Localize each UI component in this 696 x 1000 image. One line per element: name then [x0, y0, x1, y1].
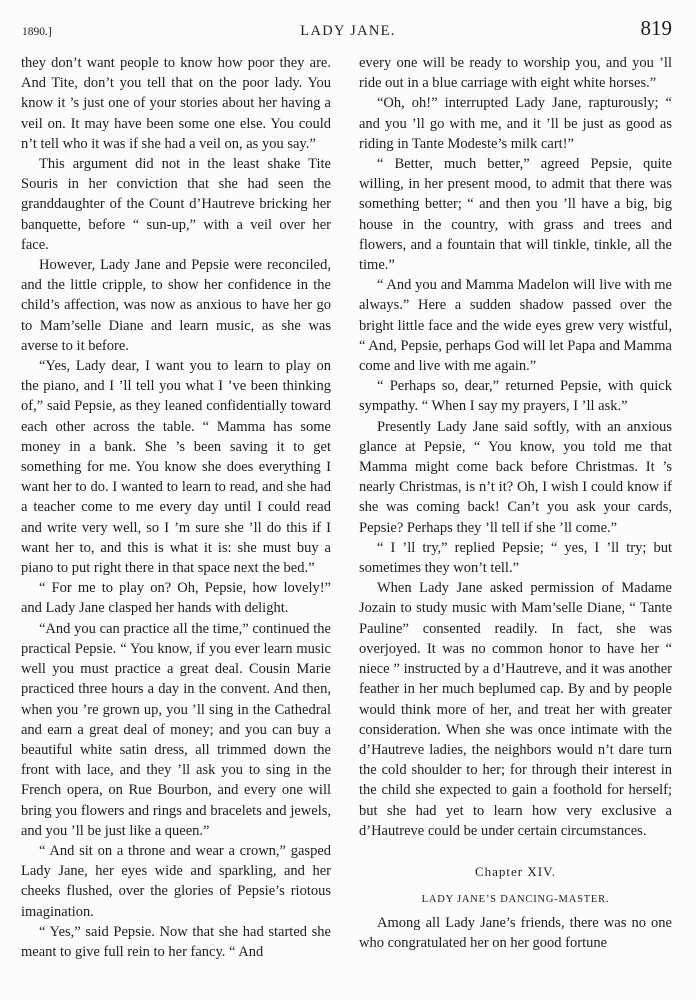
paragraph: When Lady Jane asked permission of Madame Jozain to study music with Mam’selle Diane, “ Tante Pauline” consented readily. In fact, she was overjoyed. It was no common honor to have her “ niece ” instructed by a d’Hautreve, and it was another feather in her much beplumed cap. By and by people would think more of her, and treat her with greater consideration. When she was once intimate with the d’Hautreve ladies, the neighbors would n’t dare turn the cold shoulder to her; for through their interest in the child she expected to gain a foothold for herself; but she had yet to learn how very exclusive a d’Hautreve could be under certain circumstances.: [359, 580, 672, 839]
paragraph: “ And sit on a throne and wear a crown,” gasped Lady Jane, her eyes wide and sparkling, and her cheeks flushed, over the glories of Pepsie’s riotous imagination.: [21, 842, 331, 920]
header-year: 1890.]: [22, 26, 52, 38]
paragraph: “Oh, oh!” interrupted Lady Jane, rapturously; “ and you ’ll go with me, and it ’ll be just as good as riding in Tante Modeste’s milk cart!”: [359, 95, 672, 152]
paragraph: “ Perhaps so, dear,” returned Pepsie, with quick sympathy. “ When I say my prayers, I ’ll ask.”: [359, 378, 672, 415]
paragraph: Presently Lady Jane said softly, with an anxious glance at Pepsie, “ You know, you told me that Mamma might come back before Christmas. It ’s nearly Christmas, is n’t it? Oh, I wish I could know if she was coming back! Can’t you ask your cards, Pepsie? Perhaps they ’ll tell if she ’ll come.”: [359, 418, 672, 536]
paragraph: they don’t want people to know how poor they are. And Tite, don’t you tell that on the poor lady. You know it ’s just one of your stories about her having a veil on. It may have been some one else. You could n’t tell who it was if she had a veil on, as you say.”: [21, 55, 331, 152]
paragraph: “Yes, Lady dear, I want you to learn to play on the piano, and I ’ll tell you what I ’ve been thinking of,” said Pepsie, as they leaned confidentially toward each other across the table. “ Mamma has some money in a bank. She ’s been saving it to get something for me. You know she does everything I want her to do. I wanted to learn to read, and she had a teacher come to me every day until I could read and write very well, so I ’m sure she ’ll do this if I want her to, and this is what it is: she must buy a piano to put right there in that space next the bed.”: [21, 358, 331, 577]
paragraph: However, Lady Jane and Pepsie were reconciled, and the little cripple, to show her confidence in the child’s affection, was now as anxious to have her go to Mam’selle Diane and learn music, as she was averse to it before.: [21, 257, 331, 354]
header-title: LADY JANE.: [300, 23, 396, 39]
paragraph: “ And you and Mamma Madelon will live with me always.” Here a sudden shadow passed over the bright little face and the wide eyes grew very wistful, “ And, Pepsie, perhaps God will let Papa and Mamma come and live with me again.”: [359, 277, 672, 375]
paragraph: “ I ’ll try,” replied Pepsie; “ yes, I ’ll try; but sometimes they won’t tell.”: [359, 539, 672, 577]
paragraph: “ Better, much better,” agreed Pepsie, quite willing, in her present mood, to admit that there was something better; “ and then you ’ll have a big, big house in the country, with grass and trees and flowers, and a fountain that will tinkle, tinkle, all the time.”: [359, 156, 672, 274]
chapter-heading: Chapter XIV.: [474, 863, 557, 879]
paragraph: “ Yes,” said Pepsie. Now that she had started she meant to give full rein to her fancy. “ And: [21, 923, 331, 960]
paragraph: “ For me to play on? Oh, Pepsie, how lovely!” and Lady Jane clasped her hands with delight.: [21, 580, 331, 617]
paragraph: Among all Lady Jane’s friends, there was no one who congratulated her on her good fortune: [359, 914, 672, 952]
paragraph: every one will be ready to worship you, and you ’ll ride out in a blue carriage with eight white horses.”: [359, 55, 672, 92]
paragraph: “And you can practice all the time,” continued the practical Pepsie. “ You know, if you ever learn music well you must practice a great deal. Cousin Marie practiced three hours a day in the convent. And then, when you ’re grown up, you ’ll sing in the Cathedral and earn a great deal of money; and you can buy a beautiful white satin dress, all trimmed down the front with lace, and they ’ll ask you to sing in the French opera, on Rue Bourbon, and every one will bring you flowers and rings and bracelets and jewels, and you ’ll be just like a queen.”: [21, 620, 331, 839]
running-header: [22, 16, 674, 46]
page-number: 819: [640, 16, 672, 40]
chapter-subtitle: LADY JANE’S DANCING-MASTER.: [421, 893, 610, 905]
paragraph: This argument did not in the least shake Tite Souris in her conviction that she had seen the granddaughter of the Count d’Hautreve bricking her banquette, before “ sun-up,” with a veil over her face.: [21, 156, 331, 253]
right-column: [359, 53, 672, 953]
left-column: [21, 53, 331, 962]
